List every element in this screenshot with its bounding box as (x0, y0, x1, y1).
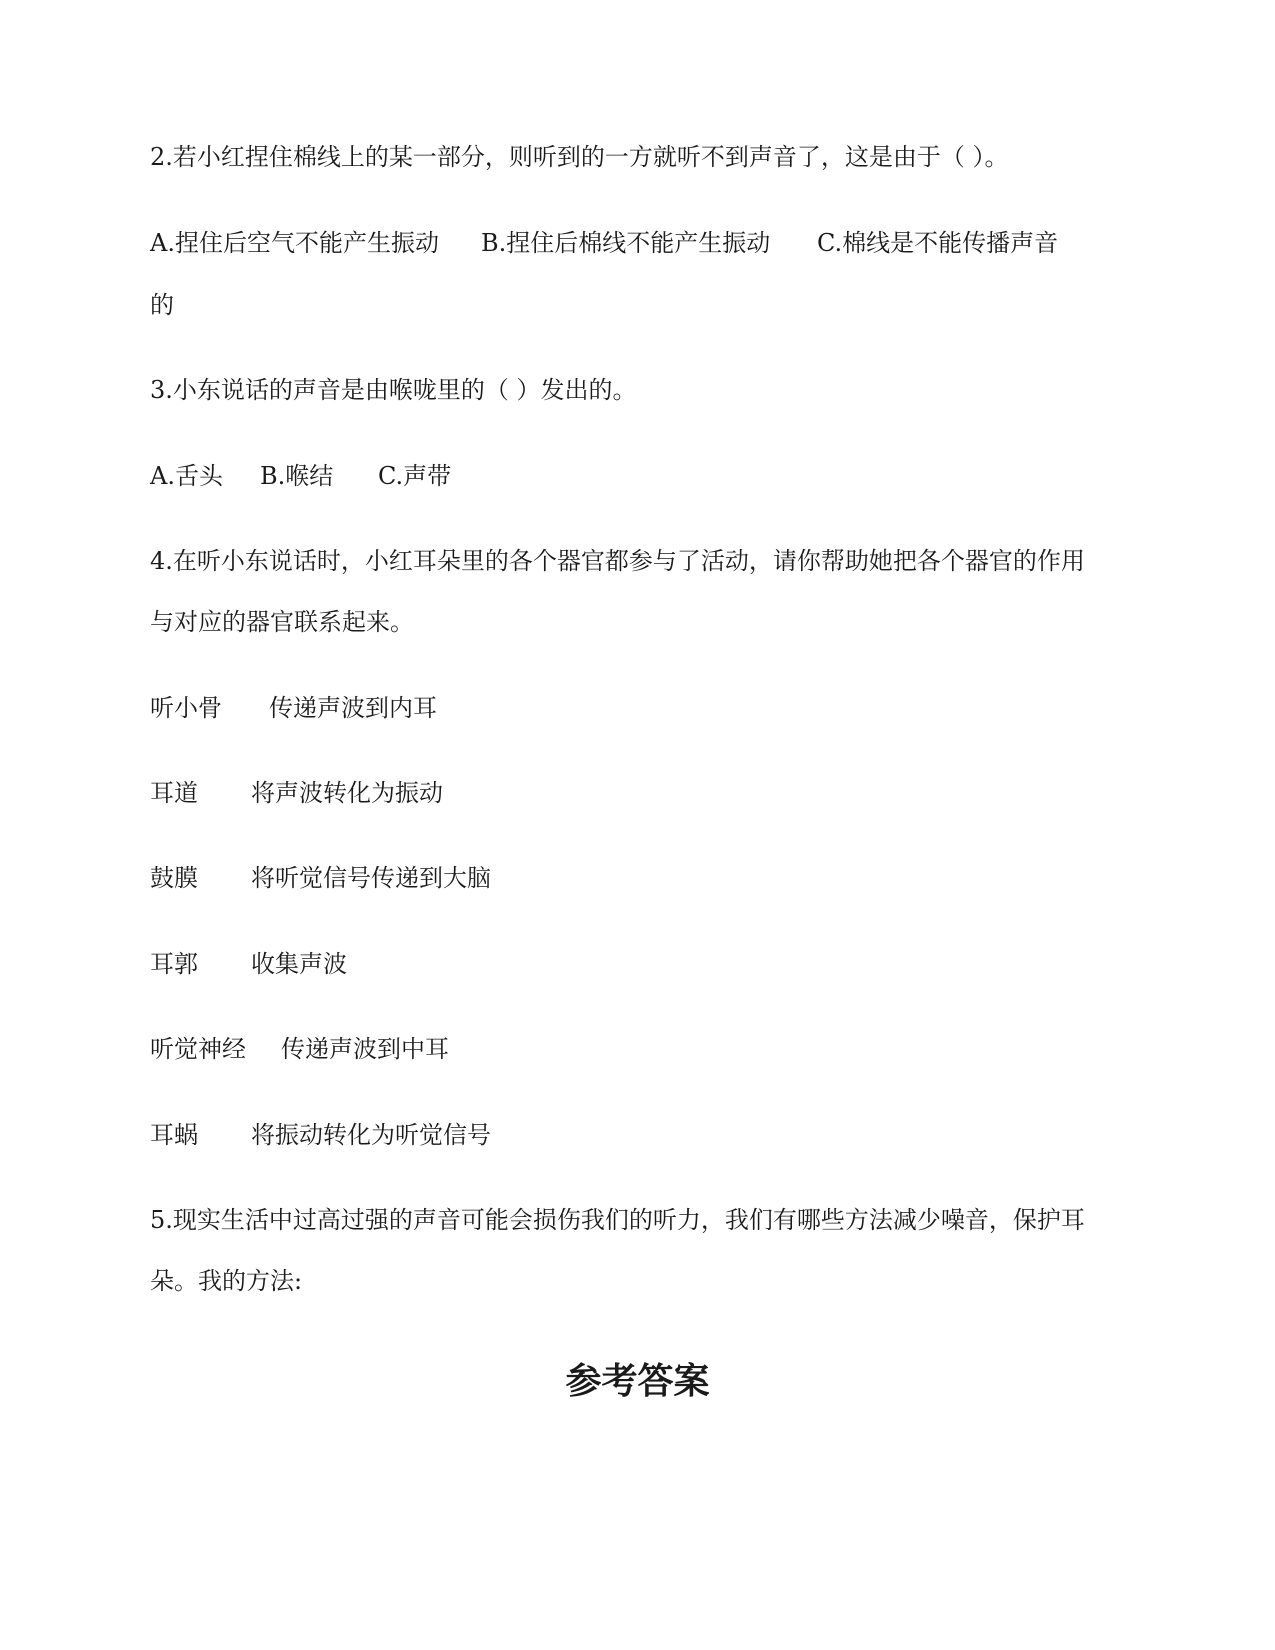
match-organ: 听觉神经 (150, 1035, 246, 1063)
question-2-option-c: C.棉线是不能传播声音 (817, 229, 1059, 257)
question-2-stem: 2.若小红捏住棉线上的某一部分，则听到的一方就听不到声音了，这是由于（ ）。 (150, 143, 1009, 171)
match-organ: 耳蜗 (150, 1121, 198, 1149)
match-organ: 耳道 (150, 779, 198, 807)
match-function: 传递声波到中耳 (281, 1035, 449, 1063)
question-5-stem-line-2: 朵。我的方法: (150, 1267, 303, 1295)
question-2-option-b: B.捏住后棉线不能产生振动 (481, 229, 771, 257)
match-organ: 鼓膜 (150, 864, 198, 892)
answer-key-title: 参考答案 (565, 1361, 710, 1402)
match-function: 收集声波 (251, 950, 347, 978)
match-organ: 耳郭 (150, 950, 198, 978)
question-3-option-b: B.喉结 (260, 462, 334, 490)
question-5-stem-line-1: 5.现实生活中过高过强的声音可能会损伤我们的听力，我们有哪些方法减少噪音，保护耳 (150, 1206, 1085, 1234)
question-2-options (150, 227, 439, 259)
match-organ: 听小骨 (150, 694, 222, 722)
question-3-option-c: C.声带 (378, 462, 452, 490)
match-function: 将振动转化为听觉信号 (251, 1121, 491, 1149)
match-function: 将听觉信号传递到大脑 (251, 864, 491, 892)
question-3-stem: 3.小东说话的声音是由喉咙里的（ ）发出的。 (150, 376, 637, 404)
match-function: 传递声波到内耳 (269, 694, 437, 722)
question-4-stem-line-2: 与对应的器官联系起来。 (150, 608, 414, 636)
match-function: 将声波转化为振动 (251, 779, 443, 807)
question-4-stem-line-1: 4.在听小东说话时，小红耳朵里的各个器官都参与了活动，请你帮助她把各个器官的作用 (150, 547, 1085, 575)
question-2-option-a: A.捏住后空气不能产生振动 (150, 229, 439, 257)
question-2-option-c-continuation: 的 (150, 291, 174, 319)
question-3-option-a: A.舌头 (150, 462, 223, 490)
